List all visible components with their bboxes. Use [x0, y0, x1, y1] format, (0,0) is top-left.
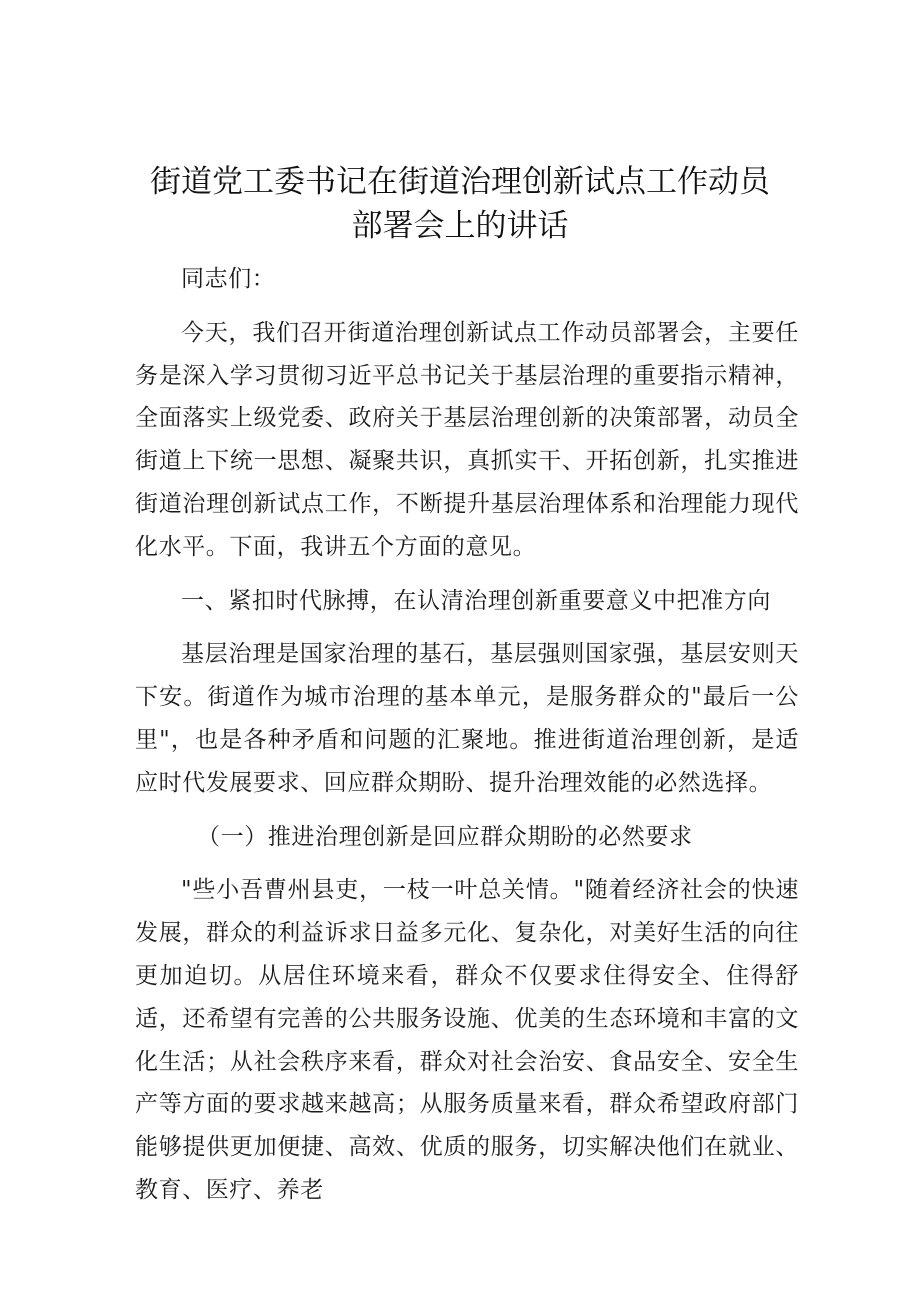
paragraph-section-1: 基层治理是国家治理的基石，基层强则国家强，基层安则天下安。街道作为城市治理的基本单元，是服务群众的"最后一公里"，也是各种矛盾和问题的汇聚地。推进街道治理创新，是适应时代发展要求、回应群众期盼、提升治理效能的必然选择。: [135, 641, 799, 796]
title-line-1: 街道党工委书记在街道治理创新试点工作动员: [150, 164, 770, 200]
document-body: [135, 258, 799, 1223]
paragraph-intro: 今天，我们召开街道治理创新试点工作动员部署会，主要任务是深入学习贯彻习近平总书记关于基层治理的重要指示精神，全面落实上级党委、政府关于基层治理创新的决策部署，动员全街道上下统一思想、凝聚共识，真抓实干、开拓创新，扎实推进街道治理创新试点工作，不断提升基层治理体系和治理能力现代化水平。下面，我讲五个方面的意见。: [135, 319, 799, 560]
salutation: 同志们：: [181, 266, 276, 292]
subsection-heading-1: （一）推进治理创新是回应群众期盼的必然要求: [197, 823, 693, 850]
paragraph-subsection-1: "些小吾曹州县吏，一枝一叶总关情。"随着经济社会的快速发展，群众的利益诉求日益多元化、复杂化，对美好生活的向往更加迫切。从居住环境来看，群众不仅要求住得安全、住得舒适，还希望有完善的公共服务设施、优美的生态环境和丰富的文化生活；从社会秩序来看，群众对社会治安、食品安全、安全生产等方面的要求越来越高；从服务质量来看，群众希望政府部门能够提供更加便捷、高效、优质的服务，切实解决他们在就业、教育、医疗、养老: [135, 877, 799, 1203]
section-heading-1: 一、紧扣时代脉搏，在认清治理创新重要意义中把准方向: [181, 587, 771, 614]
document-title: [125, 160, 795, 248]
title-line-2: 部署会上的讲话: [351, 208, 569, 244]
